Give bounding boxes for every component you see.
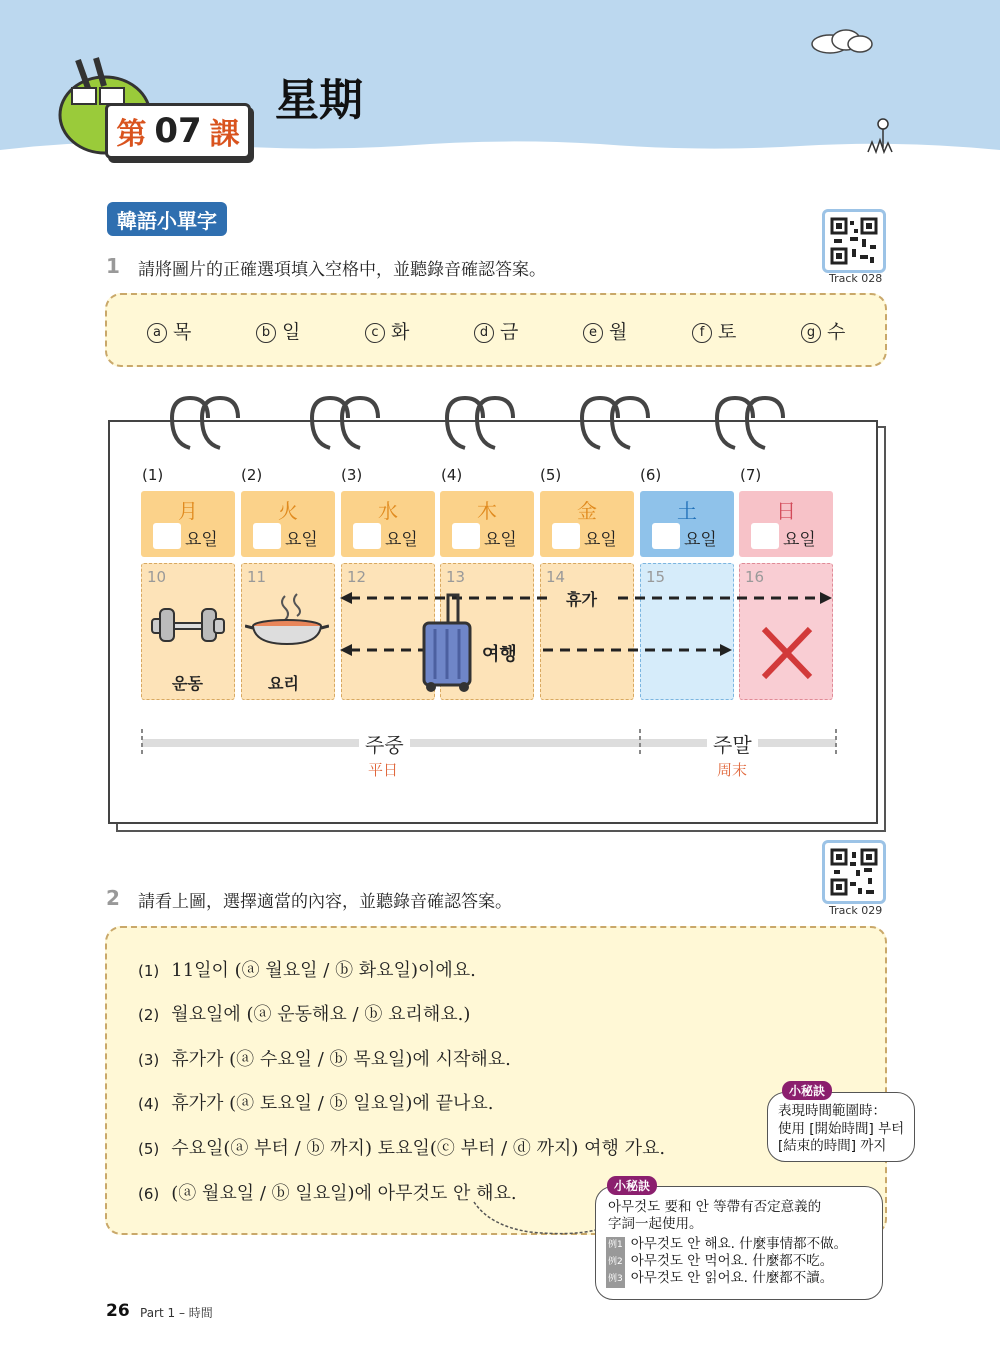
word-travel: 여행 bbox=[482, 644, 517, 665]
track-label: Track 028 bbox=[829, 272, 883, 285]
option-c: c 화 bbox=[365, 317, 409, 344]
option-g: g 수 bbox=[801, 317, 845, 344]
tip-bubble-range bbox=[767, 1092, 915, 1162]
options-box bbox=[105, 293, 887, 367]
day-label-1: (1) bbox=[142, 466, 164, 484]
tip-text: 表現時間範圍時： bbox=[778, 1103, 886, 1119]
tip-pointer bbox=[470, 1196, 600, 1246]
option-a: a 목 bbox=[147, 317, 191, 344]
tip-badge: 小秘訣 bbox=[607, 1176, 657, 1195]
day-header-fri: 金 요일 bbox=[540, 491, 634, 557]
answer-blank[interactable] bbox=[652, 523, 680, 549]
question-text: 請將圖片的正確選項填入空格中，並聽錄音確認答案。 bbox=[138, 260, 546, 280]
sentence-1: (1) 11일이 (ⓐ 월요일 / ⓑ 화요일)이에요. bbox=[138, 960, 476, 981]
lesson-suffix: 課 bbox=[209, 117, 240, 152]
tip-text: 아무것도 要和 안 等帶有否定意義的 bbox=[608, 1199, 822, 1215]
lesson-prefix: 第 bbox=[116, 117, 147, 152]
footer-part-label: Part 1 – 時間 bbox=[140, 1306, 213, 1320]
day-label-6: (6) bbox=[640, 466, 662, 484]
dumbbell-icon bbox=[148, 605, 228, 645]
answer-blank[interactable] bbox=[353, 523, 381, 549]
qr-code-icon[interactable] bbox=[822, 209, 886, 273]
option-e: e 월 bbox=[583, 317, 627, 344]
lesson-number: 07 bbox=[154, 111, 202, 151]
tip-text: [結束的時間] 까지 bbox=[778, 1138, 887, 1154]
sentence-3: (3) 휴가가 (ⓐ 수요일 / ⓑ 목요일)에 시작해요. bbox=[138, 1049, 511, 1070]
date-cell-11: 11 bbox=[241, 563, 335, 700]
day-label-2: (2) bbox=[241, 466, 263, 484]
date-cell-13: 13 bbox=[440, 563, 534, 700]
word-exercise: 운동 bbox=[172, 674, 203, 693]
answer-blank[interactable] bbox=[253, 523, 281, 549]
section-label: 韓語小單字 bbox=[107, 202, 227, 236]
question-number: 1 bbox=[106, 254, 120, 278]
date-cell-14: 14 bbox=[540, 563, 634, 700]
page-title: 星期 bbox=[275, 75, 363, 126]
tip-bubble-negation bbox=[595, 1186, 883, 1300]
day-label-5: (5) bbox=[540, 466, 562, 484]
answer-blank[interactable] bbox=[452, 523, 480, 549]
tip-badge: 小秘訣 bbox=[782, 1081, 832, 1100]
scale-weekend: 주말 bbox=[707, 729, 758, 758]
question-number: 2 bbox=[106, 886, 120, 910]
tip-example-2: 例2 아무것도 안 먹어요. 什麼都不吃。 bbox=[608, 1253, 834, 1269]
answer-blank[interactable] bbox=[751, 523, 779, 549]
page-number: 26 bbox=[106, 1301, 130, 1321]
day-label-7: (7) bbox=[740, 466, 762, 484]
day-header-tue: 火 요일 bbox=[241, 491, 335, 557]
cooking-pot-icon bbox=[245, 590, 329, 650]
word-cooking: 요리 bbox=[268, 674, 299, 693]
tip-example-3: 例3 아무것도 안 읽어요. 什麼都不讀。 bbox=[608, 1270, 834, 1286]
tip-example-1: 例1 아무것도 안 해요. 什麼事情都不做。 bbox=[608, 1236, 848, 1252]
tip-text: 字詞一起使用。 bbox=[608, 1216, 703, 1232]
date-cell-12: 12 bbox=[341, 563, 435, 700]
sentence-5: (5) 수요일(ⓐ 부터 / ⓑ 까지) 토요일(ⓒ 부터 / ⓓ 까지) 여행 가요. bbox=[138, 1138, 666, 1159]
date-cell-16: 16 bbox=[739, 563, 833, 700]
option-f: f 토 bbox=[692, 317, 736, 344]
day-header-thu: 木 요일 bbox=[440, 491, 534, 557]
calendar-rings-icon bbox=[150, 388, 830, 458]
scale-weekend-zh: 周末 bbox=[717, 761, 748, 779]
qr-code-icon[interactable] bbox=[822, 840, 886, 904]
track-label: Track 029 bbox=[829, 904, 883, 917]
date-cell-15: 15 bbox=[640, 563, 734, 700]
question-text: 請看上圖，選擇適當的內容，並聽錄音確認答案。 bbox=[138, 892, 512, 912]
sentence-6: (6) (ⓐ 월요일 / ⓑ 일요일)에 아무것도 안 해요. bbox=[138, 1183, 517, 1204]
answer-blank[interactable] bbox=[552, 523, 580, 549]
tip-text: 使用 [開始時間] 부터 bbox=[778, 1121, 905, 1137]
lesson-number-badge bbox=[105, 103, 251, 159]
scale-weekday: 주중 bbox=[359, 729, 410, 758]
day-label-4: (4) bbox=[441, 466, 463, 484]
date-cell-10: 10 bbox=[141, 563, 235, 700]
option-d: d 금 bbox=[474, 317, 518, 344]
day-header-sun: 日 요일 bbox=[739, 491, 833, 557]
sentence-2: (2) 월요일에 (ⓐ 운동해요 / ⓑ 요리해요.) bbox=[138, 1004, 471, 1025]
scale-weekday-zh: 平日 bbox=[368, 761, 399, 779]
sentence-4: (4) 휴가가 (ⓐ 토요일 / ⓑ 일요일)에 끝나요. bbox=[138, 1093, 494, 1114]
answer-blank[interactable] bbox=[153, 523, 181, 549]
day-header-sat: 土 요일 bbox=[640, 491, 734, 557]
day-header-mon: 月 요일 bbox=[141, 491, 235, 557]
word-vacation: 휴가 bbox=[562, 587, 601, 610]
option-b: b 일 bbox=[256, 317, 300, 344]
day-label-3: (3) bbox=[341, 466, 363, 484]
day-header-wed: 水 요일 bbox=[341, 491, 435, 557]
